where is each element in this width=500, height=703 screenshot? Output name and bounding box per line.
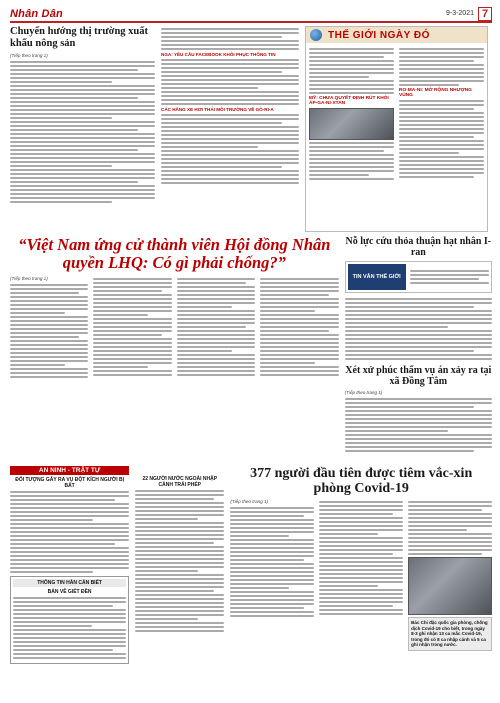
un-rights-headline: “Việt Nam ứng cử thành viên Hội đồng Nhân quyền LHQ: Có gì phải chống?”: [18, 235, 331, 272]
world-today-title: THẾ GIỚI NGÀY ĐÓ: [328, 29, 430, 41]
world-today-subhead-us: MỸ: CHƯA QUYẾT ĐỊNH RÚT KHỎI ÁP-GA-NI-XTAN: [309, 96, 389, 106]
iran-body: [345, 296, 492, 362]
newspaper-logo: Nhân Dân: [10, 7, 63, 20]
security-section-bar: AN NINH - TRẬT TỰ: [10, 466, 129, 475]
trial-headline: Xét xử phúc thẩm vụ án xảy ra tại xã Đồng Tâm: [345, 365, 492, 387]
agri-export-body: [10, 59, 155, 205]
world-today-subhead-ro: RO-MA-NI: MỞ RỘNG NHƯỢNG VÙNG: [399, 88, 472, 98]
top-band: [10, 26, 492, 232]
bottom-band: [10, 466, 492, 694]
trial-continued: (Tiếp theo trang 1): [344, 390, 383, 395]
world-today-box: [305, 26, 488, 232]
car-subhead: CÁC HÃNG XE HƠI THẢI MÔI TRƯỜNG VỀ GỖ-RI-A: [161, 107, 274, 112]
issue-date: 9-3-2021: [445, 10, 474, 17]
notice-box: [10, 576, 129, 664]
covid-caption: Bác Chi đặc quốc gia phòng, chống dịch Covid-19 cho biết, trong ngày 8-3 ghi nhận 13 ca mắc Covid-19, trong đó có 8 ca nhập cảnh và 5 ca ghi nhận trong nước.: [411, 620, 488, 647]
agri-export-continued: (Tiếp theo trang 1): [10, 53, 48, 58]
notice-title: THÔNG TIN HÀN CẢN BIẾT: [13, 579, 126, 587]
world-today-photo: [309, 108, 394, 140]
security-article: [10, 466, 129, 694]
world-today-col-2: [399, 46, 484, 182]
masthead: [10, 6, 492, 23]
trial-body: [345, 396, 492, 454]
agri-export-article: [10, 26, 155, 232]
page-number: 7: [478, 7, 492, 21]
foreigners-article: [135, 466, 224, 694]
notice-subtitle: BẢN VỀ GIẾT ĐỀN: [47, 589, 92, 595]
agri-export-headline: Chuyển hướng thị trường xuất khẩu nông sản: [10, 26, 149, 49]
facebook-subhead: NGA: YÊU CẦU FACEBOOK KHÔI PHỤC THÔNG TIN: [161, 52, 276, 57]
world-today-col-1: [309, 46, 394, 182]
covid-article: [230, 466, 492, 694]
un-rights-continued: (Tiếp theo trang 1): [10, 276, 48, 281]
world-briefs-box: [345, 261, 492, 293]
iran-headline: Nỗ lực cứu thỏa thuận hạt nhân I-ran: [345, 236, 492, 258]
middle-band: [10, 236, 492, 462]
security-subhead-2: 22 NGƯỜI NƯỚC NGOÀI NHẬP CẢNH TRÁI PHÉP: [142, 476, 218, 488]
world-today-header: [306, 27, 487, 43]
vaccination-photo: [408, 557, 492, 615]
covid-headline: 377 người đầu tiên được tiêm vắc-xin phòng Covid-19: [250, 466, 473, 496]
facebook-article: [161, 26, 299, 232]
covid-caption-box: [408, 617, 492, 651]
covid-continued: (Tiếp theo trang 1): [230, 499, 269, 504]
masthead-right: [446, 7, 492, 21]
un-rights-article: [10, 236, 339, 462]
world-briefs-logo: TIN VẮN THẾ GIỚI: [348, 264, 406, 290]
iran-and-trial-column: [345, 236, 492, 462]
globe-icon: [310, 29, 322, 41]
security-subhead-1: ĐỐI TƯỢNG GÂY RA VỤ ĐỘT KÍCH NGƯỜI BỊ BẮT: [15, 477, 124, 489]
